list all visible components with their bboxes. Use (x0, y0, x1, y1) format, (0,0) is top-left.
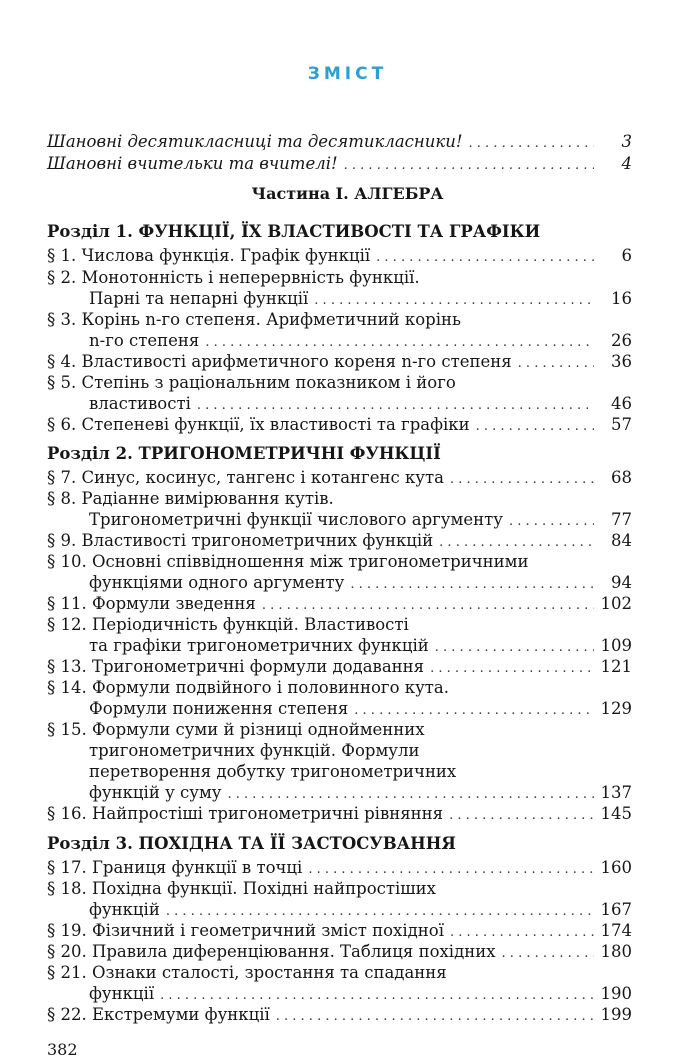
toc-line: перетворення добутку тригонометричних (89, 762, 457, 781)
toc-entry-text: функцій у суму (89, 783, 222, 802)
toc-entry-text: § 13. Тригонометричні формули додавання (47, 657, 425, 676)
toc-page-number: 94 (611, 573, 632, 592)
toc-entry-text: § 6. Степеневі функції, їх властивості та графіки (47, 415, 470, 434)
toc-entry-text: функціями одного аргументу (89, 573, 345, 592)
toc-line (47, 393, 632, 416)
toc-entry-text: § 1. Числова функція. Графік функції (47, 246, 371, 265)
toc-line: § 8. Радіанне вимірювання кутів. (47, 489, 334, 508)
leader-dots (228, 784, 594, 805)
toc-intro-line (47, 131, 632, 154)
toc-line (47, 530, 632, 553)
toc-line (47, 1004, 632, 1027)
toc-page-number: 46 (611, 394, 632, 413)
toc-entry-text: § 4. Властивості арифметичного кореня n-го степеня (47, 352, 512, 371)
toc-page-number: 145 (600, 804, 632, 823)
toc-line (47, 941, 632, 964)
leader-dots (262, 595, 594, 616)
leader-dots (476, 416, 594, 437)
leader-dots (354, 700, 594, 721)
toc-entry-text: § 16. Найпростіші тригонометричні рівняння (47, 804, 444, 823)
toc-line (47, 920, 632, 943)
toc-line (47, 572, 632, 595)
toc-entry-text: функцій (89, 900, 160, 919)
toc-line: § 14. Формули подвійного і половинного кута. (47, 678, 449, 697)
leader-dots (449, 805, 594, 826)
leader-dots (166, 901, 594, 922)
toc-entry-text: n-го степеня (89, 331, 200, 350)
leader-dots (450, 469, 594, 490)
leader-dots (502, 943, 594, 964)
toc-line (47, 288, 632, 311)
toc-line (47, 509, 632, 532)
leader-dots (469, 133, 594, 154)
toc-page-number: 109 (600, 636, 632, 655)
toc-line (47, 467, 632, 490)
toc-intro-line (47, 153, 632, 176)
toc-entry-text: Шановні десятикласниці та десятикласники! (47, 132, 463, 151)
toc-line (47, 330, 632, 353)
toc-line (47, 656, 632, 679)
toc-entry-text: § 17. Границя функції в точці (47, 858, 303, 877)
toc-entry-text: функції (89, 984, 155, 1003)
toc-page-number: 4 (621, 154, 632, 173)
toc-line: § 12. Періодичність функцій. Властивості (47, 615, 409, 634)
toc-entry-text: § 11. Формули зведення (47, 594, 256, 613)
toc-line (47, 593, 632, 616)
toc-page-number: 68 (611, 468, 632, 487)
toc-line (47, 899, 632, 922)
toc-line (47, 983, 632, 1006)
toc-page-number: 180 (600, 942, 632, 961)
toc-line (47, 698, 632, 721)
page-title: ЗМІСТ (307, 64, 388, 84)
leader-dots (276, 1006, 594, 1027)
toc-line (47, 782, 632, 805)
toc-page-number: 102 (600, 594, 632, 613)
toc-entry-text: § 19. Фізичний і геометричний зміст похідної (47, 921, 444, 940)
toc-line: § 15. Формули суми й різниці однойменних (47, 720, 425, 739)
toc-line: § 18. Похідна функції. Похідні найпростіших (47, 879, 436, 898)
toc-entry-text: § 7. Синус, косинус, тангенс і котангенс кута (47, 468, 444, 487)
toc-line (47, 803, 632, 826)
toc-page-number: 26 (611, 331, 632, 350)
toc-page-number: 57 (611, 415, 632, 434)
leader-dots (350, 574, 594, 595)
toc-entry-text: Шановні вчительки та вчителі! (47, 154, 338, 173)
leader-dots (509, 511, 594, 532)
section-heading: Розділ 1. ФУНКЦІЇ, ЇХ ВЛАСТИВОСТІ ТА ГРАФІКИ (47, 222, 541, 241)
leader-dots (197, 395, 594, 416)
part-heading: Частина І. АЛГЕБРА (251, 184, 444, 203)
toc-page-number: 3 (621, 132, 632, 151)
leader-dots (160, 985, 594, 1006)
toc-line (47, 351, 632, 374)
toc-page-number: 160 (600, 858, 632, 877)
toc-page-number: 84 (611, 531, 632, 550)
toc-page-number: 16 (611, 289, 632, 308)
leader-dots (376, 247, 594, 268)
leader-dots (205, 332, 594, 353)
toc-line (47, 245, 632, 268)
toc-line (47, 857, 632, 880)
toc-page-number: 190 (600, 984, 632, 1003)
toc-entry-text: та графіки тригонометричних функцій (89, 636, 429, 655)
toc-page-number: 137 (600, 783, 632, 802)
toc-line: тригонометричних функцій. Формули (89, 741, 420, 760)
toc-entry-text: Формули пониження степеня (89, 699, 349, 718)
toc-entry-text: Тригонометричні функції числового аргументу (89, 510, 503, 529)
toc-entry-text: § 20. Правила диференціювання. Таблиця похідних (47, 942, 496, 961)
toc-line (47, 635, 632, 658)
toc-line: § 21. Ознаки сталості, зростання та спадання (47, 963, 447, 982)
toc-page-number: 174 (600, 921, 632, 940)
leader-dots (518, 353, 594, 374)
leader-dots (450, 922, 594, 943)
section-heading: Розділ 2. ТРИГОНОМЕТРИЧНІ ФУНКЦІЇ (47, 444, 441, 463)
toc-page-number: 199 (600, 1005, 632, 1024)
toc-entry-text: Парні та непарні функції (89, 289, 309, 308)
toc-line: § 10. Основні співвідношення між тригонометричними (47, 552, 529, 571)
toc-page-number: 6 (621, 246, 632, 265)
toc-entry-text: властивості (89, 394, 191, 413)
section-heading: Розділ 3. ПОХІДНА ТА ЇЇ ЗАСТОСУВАННЯ (47, 834, 456, 853)
toc-entry-text: § 22. Екстремуми функції (47, 1005, 270, 1024)
leader-dots (435, 637, 594, 658)
toc-line: § 2. Монотонність і неперервність функції. (47, 268, 420, 287)
toc-line: § 3. Корінь n-го степеня. Арифметичний корінь (47, 310, 461, 329)
toc-page-number: 129 (600, 699, 632, 718)
toc-page-number: 36 (611, 352, 632, 371)
leader-dots (344, 155, 594, 176)
footer-page-number: 382 (47, 1040, 78, 1059)
toc-page-number: 121 (600, 657, 632, 676)
leader-dots (430, 658, 594, 679)
toc-line: § 5. Степінь з раціональним показником і його (47, 373, 456, 392)
leader-dots (308, 859, 594, 880)
toc-line (47, 414, 632, 437)
leader-dots (439, 532, 594, 553)
leader-dots (314, 290, 594, 311)
toc-page-number: 77 (611, 510, 632, 529)
toc-entry-text: § 9. Властивості тригонометричних функцій (47, 531, 434, 550)
toc-page-number: 167 (600, 900, 632, 919)
